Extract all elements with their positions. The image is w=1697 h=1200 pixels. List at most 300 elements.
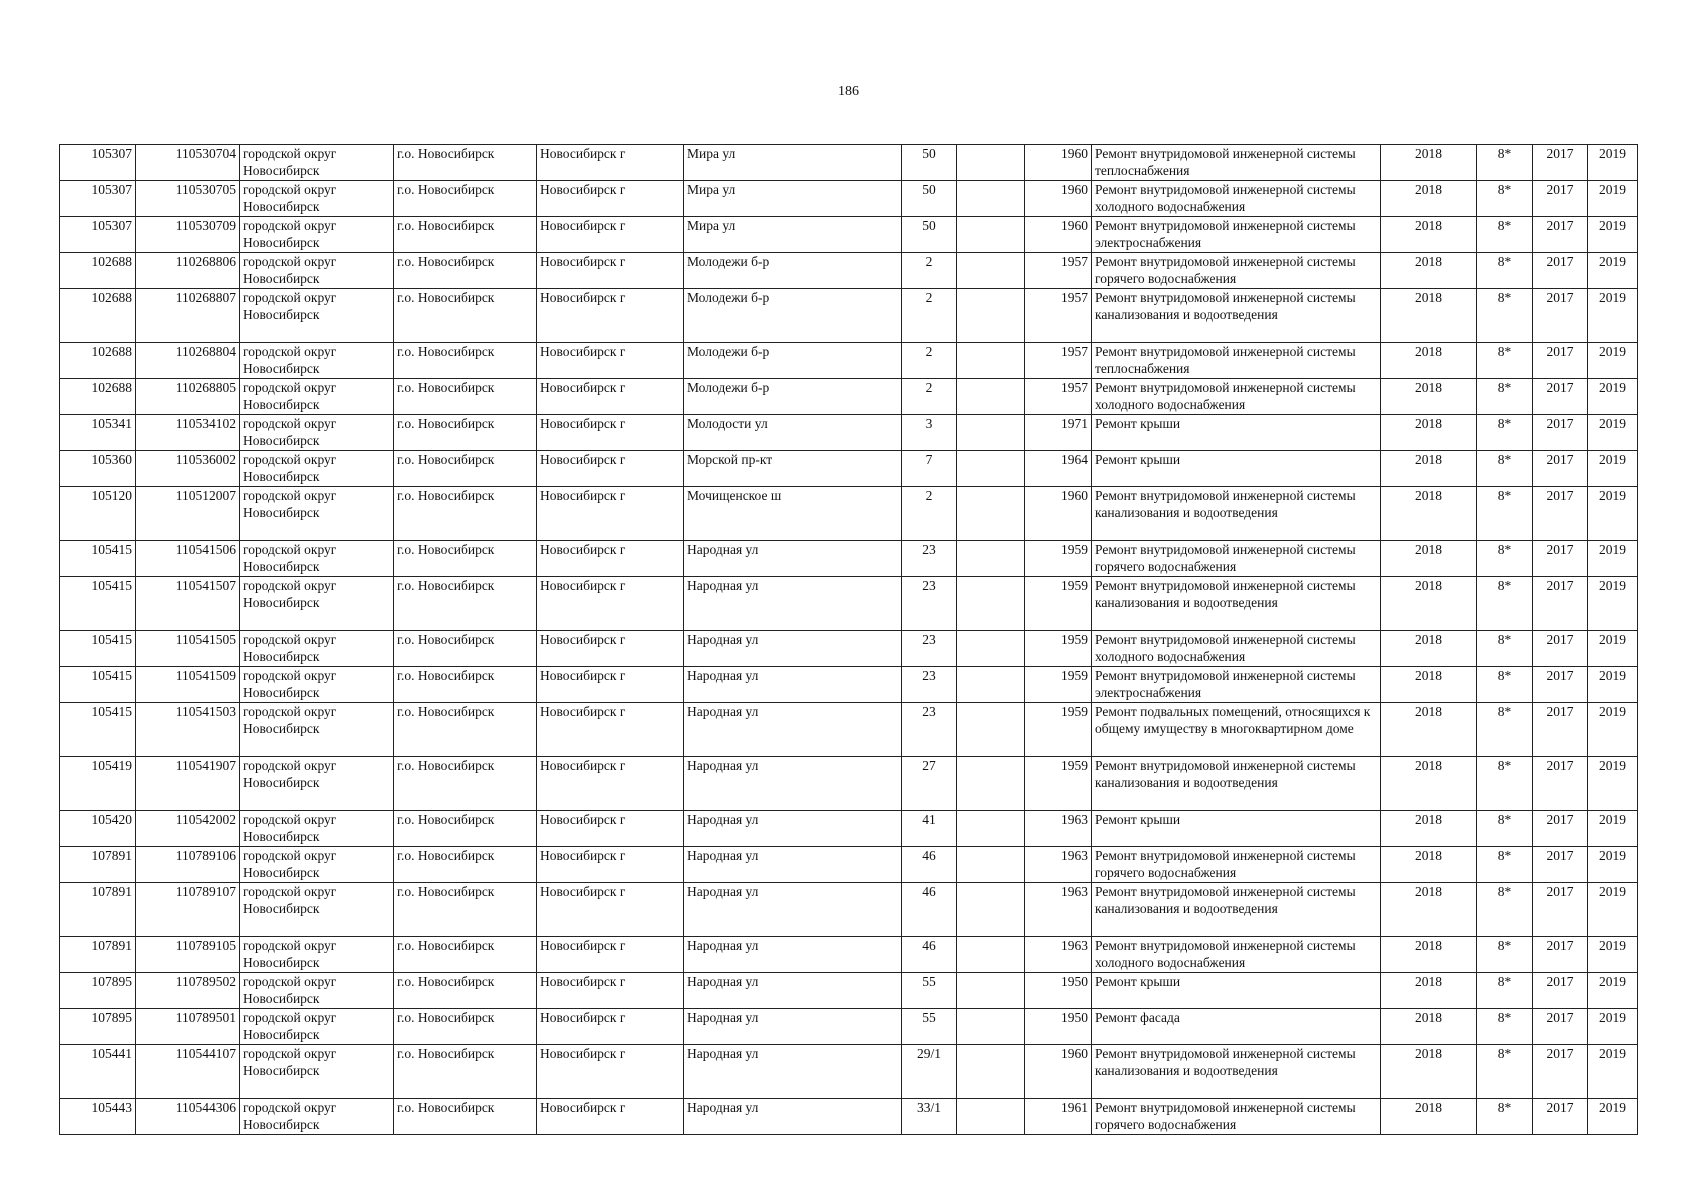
cell-house-id: 102688 [60,343,136,379]
cell-construction-year: 1960 [1025,181,1092,217]
cell-house-id: 105360 [60,451,136,487]
cell-building [957,847,1025,883]
cell-house-number: 2 [902,379,957,415]
table-row [60,415,1638,451]
cell-work-type: Ремонт внутридомовой инженерной системы холодного водоснабжения [1092,379,1381,415]
cell-work-code: 110268804 [136,343,240,379]
cell-plan-year: 2018 [1381,487,1477,541]
cell-criterion: 8* [1477,181,1533,217]
cell-house-id: 105415 [60,541,136,577]
cell-municipality: г.о. Новосибирск [394,181,537,217]
cell-house-id: 105415 [60,667,136,703]
cell-criterion: 8* [1477,847,1533,883]
cell-street: Народная ул [684,1009,902,1045]
cell-criterion: 8* [1477,253,1533,289]
cell-street: Морской пр-кт [684,451,902,487]
cell-municipality: г.о. Новосибирск [394,145,537,181]
cell-settlement: Новосибирск г [537,541,684,577]
cell-construction-year: 1959 [1025,541,1092,577]
cell-criterion: 8* [1477,1009,1533,1045]
cell-district: городской округ Новосибирск [240,181,394,217]
cell-plan-year: 2018 [1381,811,1477,847]
cell-work-type: Ремонт внутридомовой инженерной системы холодного водоснабжения [1092,181,1381,217]
cell-municipality: г.о. Новосибирск [394,757,537,811]
cell-criterion: 8* [1477,379,1533,415]
cell-building [957,289,1025,343]
cell-house-number: 3 [902,415,957,451]
cell-year-to: 2019 [1588,703,1638,757]
cell-house-number: 23 [902,667,957,703]
cell-criterion: 8* [1477,145,1533,181]
cell-year-to: 2019 [1588,253,1638,289]
cell-criterion: 8* [1477,577,1533,631]
cell-street: Молодежи б-р [684,343,902,379]
cell-district: городской округ Новосибирск [240,883,394,937]
cell-house-number: 50 [902,217,957,253]
cell-street: Молодости ул [684,415,902,451]
cell-house-number: 23 [902,703,957,757]
table-row [60,847,1638,883]
cell-house-id: 105420 [60,811,136,847]
cell-house-id: 105307 [60,217,136,253]
cell-street: Народная ул [684,757,902,811]
cell-house-id: 105415 [60,577,136,631]
cell-municipality: г.о. Новосибирск [394,1045,537,1099]
cell-district: городской округ Новосибирск [240,937,394,973]
cell-house-number: 50 [902,181,957,217]
cell-work-code: 110789501 [136,1009,240,1045]
cell-plan-year: 2018 [1381,667,1477,703]
cell-plan-year: 2018 [1381,451,1477,487]
cell-year-from: 2017 [1533,487,1588,541]
cell-municipality: г.о. Новосибирск [394,703,537,757]
table-body [60,145,1638,1135]
cell-house-id: 105415 [60,631,136,667]
cell-street: Народная ул [684,667,902,703]
cell-work-type: Ремонт внутридомовой инженерной системы канализования и водоотведения [1092,883,1381,937]
cell-house-id: 105120 [60,487,136,541]
cell-year-to: 2019 [1588,289,1638,343]
cell-house-id: 105443 [60,1099,136,1135]
cell-district: городской округ Новосибирск [240,757,394,811]
cell-street: Народная ул [684,937,902,973]
cell-year-from: 2017 [1533,343,1588,379]
cell-settlement: Новосибирск г [537,487,684,541]
cell-construction-year: 1960 [1025,1045,1092,1099]
cell-house-number: 2 [902,343,957,379]
cell-criterion: 8* [1477,1045,1533,1099]
cell-settlement: Новосибирск г [537,1045,684,1099]
cell-construction-year: 1960 [1025,487,1092,541]
cell-house-id: 107891 [60,937,136,973]
cell-building [957,703,1025,757]
cell-year-to: 2019 [1588,1009,1638,1045]
cell-year-to: 2019 [1588,1099,1638,1135]
cell-building [957,181,1025,217]
cell-municipality: г.о. Новосибирск [394,1009,537,1045]
cell-street: Мира ул [684,145,902,181]
cell-settlement: Новосибирск г [537,145,684,181]
cell-criterion: 8* [1477,1099,1533,1135]
cell-construction-year: 1960 [1025,217,1092,253]
cell-year-to: 2019 [1588,667,1638,703]
cell-work-type: Ремонт крыши [1092,451,1381,487]
cell-municipality: г.о. Новосибирск [394,973,537,1009]
cell-year-from: 2017 [1533,1045,1588,1099]
cell-house-id: 105307 [60,145,136,181]
cell-house-id: 105307 [60,181,136,217]
cell-district: городской округ Новосибирск [240,973,394,1009]
cell-work-code: 110544306 [136,1099,240,1135]
cell-settlement: Новосибирск г [537,631,684,667]
cell-work-type: Ремонт внутридомовой инженерной системы горячего водоснабжения [1092,1099,1381,1135]
repair-schedule-table [59,144,1638,1135]
cell-district: городской округ Новосибирск [240,847,394,883]
cell-work-code: 110789106 [136,847,240,883]
cell-plan-year: 2018 [1381,181,1477,217]
cell-plan-year: 2018 [1381,343,1477,379]
cell-district: городской округ Новосибирск [240,217,394,253]
cell-street: Молодежи б-р [684,289,902,343]
cell-district: городской округ Новосибирск [240,1009,394,1045]
cell-construction-year: 1957 [1025,343,1092,379]
cell-house-number: 50 [902,145,957,181]
cell-settlement: Новосибирск г [537,883,684,937]
cell-work-code: 110268807 [136,289,240,343]
cell-construction-year: 1963 [1025,883,1092,937]
cell-year-from: 2017 [1533,181,1588,217]
cell-plan-year: 2018 [1381,253,1477,289]
cell-construction-year: 1964 [1025,451,1092,487]
cell-work-code: 110541509 [136,667,240,703]
table-row [60,883,1638,937]
cell-district: городской округ Новосибирск [240,253,394,289]
cell-settlement: Новосибирск г [537,703,684,757]
cell-municipality: г.о. Новосибирск [394,253,537,289]
cell-street: Народная ул [684,1045,902,1099]
cell-year-to: 2019 [1588,217,1638,253]
cell-house-number: 23 [902,541,957,577]
cell-plan-year: 2018 [1381,703,1477,757]
cell-construction-year: 1963 [1025,937,1092,973]
cell-building [957,451,1025,487]
cell-work-code: 110541505 [136,631,240,667]
cell-work-type: Ремонт внутридомовой инженерной системы канализования и водоотведения [1092,289,1381,343]
cell-house-number: 2 [902,487,957,541]
cell-street: Мочищенское ш [684,487,902,541]
cell-street: Народная ул [684,973,902,1009]
cell-year-from: 2017 [1533,973,1588,1009]
cell-house-number: 46 [902,847,957,883]
cell-criterion: 8* [1477,811,1533,847]
cell-criterion: 8* [1477,451,1533,487]
cell-construction-year: 1961 [1025,1099,1092,1135]
cell-street: Народная ул [684,1099,902,1135]
cell-house-id: 107895 [60,1009,136,1045]
cell-construction-year: 1959 [1025,631,1092,667]
table-row [60,973,1638,1009]
cell-house-id: 107891 [60,847,136,883]
cell-year-to: 2019 [1588,541,1638,577]
cell-year-from: 2017 [1533,289,1588,343]
cell-year-from: 2017 [1533,667,1588,703]
cell-work-code: 110268806 [136,253,240,289]
cell-criterion: 8* [1477,757,1533,811]
cell-plan-year: 2018 [1381,145,1477,181]
cell-house-number: 55 [902,1009,957,1045]
cell-street: Народная ул [684,631,902,667]
cell-district: городской округ Новосибирск [240,541,394,577]
cell-settlement: Новосибирск г [537,379,684,415]
cell-work-type: Ремонт внутридомовой инженерной системы канализования и водоотведения [1092,1045,1381,1099]
cell-year-to: 2019 [1588,811,1638,847]
cell-work-type: Ремонт внутридомовой инженерной системы теплоснабжения [1092,145,1381,181]
cell-settlement: Новосибирск г [537,937,684,973]
cell-building [957,973,1025,1009]
page-number: 186 [838,84,859,99]
cell-work-code: 110268805 [136,379,240,415]
cell-house-number: 2 [902,253,957,289]
cell-house-number: 29/1 [902,1045,957,1099]
cell-building [957,667,1025,703]
cell-work-code: 110534102 [136,415,240,451]
cell-house-number: 33/1 [902,1099,957,1135]
cell-municipality: г.о. Новосибирск [394,487,537,541]
cell-street: Народная ул [684,847,902,883]
cell-building [957,937,1025,973]
cell-work-code: 110530704 [136,145,240,181]
cell-plan-year: 2018 [1381,1099,1477,1135]
cell-municipality: г.о. Новосибирск [394,217,537,253]
cell-building [957,379,1025,415]
cell-settlement: Новосибирск г [537,1099,684,1135]
cell-work-code: 110789105 [136,937,240,973]
cell-plan-year: 2018 [1381,631,1477,667]
cell-year-to: 2019 [1588,631,1638,667]
cell-criterion: 8* [1477,667,1533,703]
cell-house-number: 55 [902,973,957,1009]
cell-criterion: 8* [1477,415,1533,451]
cell-street: Народная ул [684,811,902,847]
cell-house-number: 41 [902,811,957,847]
table-row [60,937,1638,973]
cell-district: городской округ Новосибирск [240,379,394,415]
cell-year-from: 2017 [1533,415,1588,451]
cell-work-type: Ремонт внутридомовой инженерной системы горячего водоснабжения [1092,253,1381,289]
cell-work-type: Ремонт крыши [1092,811,1381,847]
cell-settlement: Новосибирск г [537,217,684,253]
cell-building [957,145,1025,181]
cell-municipality: г.о. Новосибирск [394,289,537,343]
cell-work-code: 110530709 [136,217,240,253]
cell-plan-year: 2018 [1381,973,1477,1009]
table-row [60,253,1638,289]
cell-criterion: 8* [1477,343,1533,379]
cell-building [957,253,1025,289]
cell-district: городской округ Новосибирск [240,415,394,451]
cell-year-from: 2017 [1533,757,1588,811]
cell-plan-year: 2018 [1381,577,1477,631]
cell-street: Народная ул [684,577,902,631]
cell-criterion: 8* [1477,217,1533,253]
cell-house-number: 27 [902,757,957,811]
table-row [60,145,1638,181]
cell-year-to: 2019 [1588,937,1638,973]
table-row [60,667,1638,703]
cell-year-from: 2017 [1533,1099,1588,1135]
cell-street: Молодежи б-р [684,379,902,415]
cell-year-from: 2017 [1533,541,1588,577]
cell-year-to: 2019 [1588,883,1638,937]
cell-year-to: 2019 [1588,145,1638,181]
table-row [60,811,1638,847]
cell-house-id: 105419 [60,757,136,811]
cell-criterion: 8* [1477,883,1533,937]
cell-house-id: 105341 [60,415,136,451]
cell-municipality: г.о. Новосибирск [394,415,537,451]
cell-house-id: 105415 [60,703,136,757]
cell-settlement: Новосибирск г [537,811,684,847]
cell-work-code: 110789502 [136,973,240,1009]
cell-work-code: 110789107 [136,883,240,937]
cell-year-to: 2019 [1588,1045,1638,1099]
cell-plan-year: 2018 [1381,289,1477,343]
cell-house-number: 2 [902,289,957,343]
cell-work-type: Ремонт внутридомовой инженерной системы электроснабжения [1092,217,1381,253]
cell-work-type: Ремонт внутридомовой инженерной системы горячего водоснабжения [1092,847,1381,883]
cell-work-code: 110542002 [136,811,240,847]
cell-municipality: г.о. Новосибирск [394,541,537,577]
cell-plan-year: 2018 [1381,883,1477,937]
cell-settlement: Новосибирск г [537,181,684,217]
cell-work-type: Ремонт подвальных помещений, относящихся к общему имуществу в многоквартирном доме [1092,703,1381,757]
cell-building [957,1009,1025,1045]
cell-municipality: г.о. Новосибирск [394,343,537,379]
cell-street: Мира ул [684,217,902,253]
cell-district: городской округ Новосибирск [240,577,394,631]
table-row [60,631,1638,667]
cell-year-from: 2017 [1533,847,1588,883]
cell-building [957,1099,1025,1135]
cell-settlement: Новосибирск г [537,667,684,703]
cell-work-type: Ремонт крыши [1092,415,1381,451]
cell-work-type: Ремонт внутридомовой инженерной системы канализования и водоотведения [1092,487,1381,541]
table-row [60,1009,1638,1045]
cell-district: городской округ Новосибирск [240,1099,394,1135]
cell-house-number: 46 [902,937,957,973]
cell-settlement: Новосибирск г [537,1009,684,1045]
cell-plan-year: 2018 [1381,217,1477,253]
cell-settlement: Новосибирск г [537,847,684,883]
cell-criterion: 8* [1477,631,1533,667]
cell-construction-year: 1960 [1025,145,1092,181]
cell-municipality: г.о. Новосибирск [394,883,537,937]
cell-construction-year: 1950 [1025,973,1092,1009]
cell-settlement: Новосибирск г [537,973,684,1009]
cell-year-to: 2019 [1588,487,1638,541]
cell-work-type: Ремонт внутридомовой инженерной системы канализования и водоотведения [1092,577,1381,631]
cell-construction-year: 1950 [1025,1009,1092,1045]
cell-street: Мира ул [684,181,902,217]
cell-year-from: 2017 [1533,631,1588,667]
cell-year-from: 2017 [1533,883,1588,937]
cell-house-id: 107895 [60,973,136,1009]
cell-house-id: 107891 [60,883,136,937]
cell-year-from: 2017 [1533,253,1588,289]
cell-building [957,883,1025,937]
cell-construction-year: 1959 [1025,703,1092,757]
cell-house-number: 7 [902,451,957,487]
cell-municipality: г.о. Новосибирск [394,1099,537,1135]
cell-year-from: 2017 [1533,937,1588,973]
cell-work-code: 110541503 [136,703,240,757]
cell-construction-year: 1963 [1025,811,1092,847]
cell-plan-year: 2018 [1381,1009,1477,1045]
table-row [60,217,1638,253]
cell-construction-year: 1963 [1025,847,1092,883]
cell-municipality: г.о. Новосибирск [394,577,537,631]
cell-work-type: Ремонт внутридомовой инженерной системы теплоснабжения [1092,343,1381,379]
cell-municipality: г.о. Новосибирск [394,631,537,667]
cell-settlement: Новосибирск г [537,289,684,343]
cell-street: Народная ул [684,883,902,937]
cell-year-from: 2017 [1533,379,1588,415]
cell-work-code: 110512007 [136,487,240,541]
cell-construction-year: 1957 [1025,379,1092,415]
cell-district: городской округ Новосибирск [240,703,394,757]
cell-work-type: Ремонт внутридомовой инженерной системы холодного водоснабжения [1092,631,1381,667]
table-row [60,487,1638,541]
cell-plan-year: 2018 [1381,847,1477,883]
cell-house-number: 23 [902,577,957,631]
cell-work-code: 110541506 [136,541,240,577]
cell-house-number: 46 [902,883,957,937]
cell-criterion: 8* [1477,289,1533,343]
cell-year-to: 2019 [1588,973,1638,1009]
cell-street: Молодежи б-р [684,253,902,289]
cell-year-from: 2017 [1533,451,1588,487]
cell-year-to: 2019 [1588,181,1638,217]
cell-year-to: 2019 [1588,379,1638,415]
cell-settlement: Новосибирск г [537,343,684,379]
cell-construction-year: 1959 [1025,757,1092,811]
cell-building [957,217,1025,253]
cell-plan-year: 2018 [1381,1045,1477,1099]
cell-year-to: 2019 [1588,415,1638,451]
cell-year-from: 2017 [1533,145,1588,181]
cell-work-type: Ремонт внутридомовой инженерной системы холодного водоснабжения [1092,937,1381,973]
table-row [60,289,1638,343]
cell-year-to: 2019 [1588,757,1638,811]
table-row [60,1045,1638,1099]
cell-year-from: 2017 [1533,577,1588,631]
cell-building [957,415,1025,451]
cell-building [957,757,1025,811]
table-row [60,343,1638,379]
cell-work-type: Ремонт фасада [1092,1009,1381,1045]
cell-construction-year: 1971 [1025,415,1092,451]
cell-plan-year: 2018 [1381,937,1477,973]
cell-building [957,811,1025,847]
cell-work-code: 110541507 [136,577,240,631]
cell-settlement: Новосибирск г [537,577,684,631]
cell-criterion: 8* [1477,703,1533,757]
cell-criterion: 8* [1477,487,1533,541]
cell-settlement: Новосибирск г [537,757,684,811]
cell-house-id: 105441 [60,1045,136,1099]
cell-year-from: 2017 [1533,811,1588,847]
cell-work-type: Ремонт внутридомовой инженерной системы горячего водоснабжения [1092,541,1381,577]
